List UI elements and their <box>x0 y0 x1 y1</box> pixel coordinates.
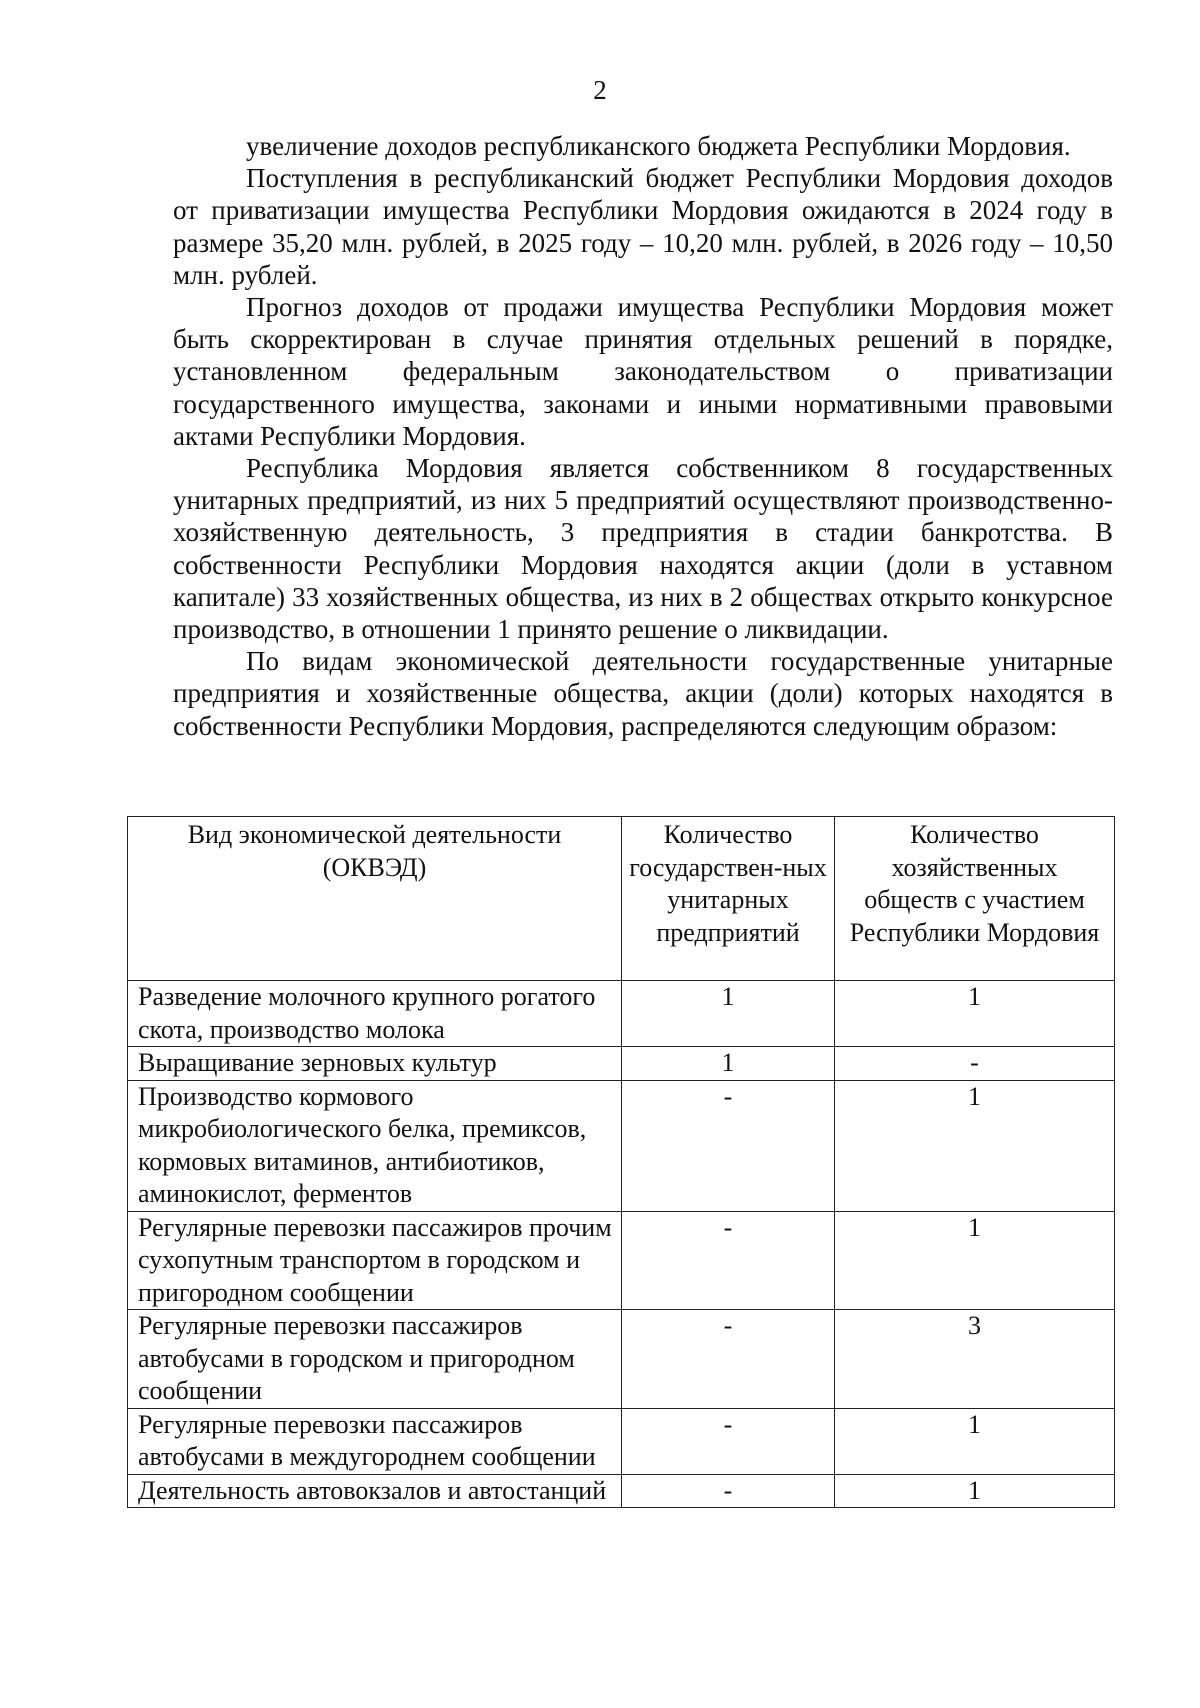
header-unitary: Количество государствен-ных унитарных предприятий <box>622 817 835 981</box>
table-row <box>128 981 1115 1047</box>
activity-cell: Регулярные перевозки пассажиров прочим сухопутным транспортом в городском и пригородном сообщении <box>128 1211 622 1310</box>
companies-count-cell: - <box>835 1047 1115 1081</box>
unitary-count-cell: - <box>622 1310 835 1409</box>
table-row <box>128 1310 1115 1409</box>
table-row <box>128 1047 1115 1081</box>
activity-cell: Регулярные перевозки пассажиров автобусами в междугороднем сообщении <box>128 1408 622 1474</box>
companies-count-cell: 3 <box>835 1310 1115 1409</box>
unitary-count-cell: - <box>622 1080 835 1211</box>
paragraph-3: Прогноз доходов от продажи имущества Республики Мордовия может быть скорректирован в случае принятия отдельных решений в порядке, установленном федеральным законодательством о приватизации государственного имущества, законами и иными нормативными правовыми актами Республики Мордовия. <box>173 292 1113 451</box>
table-row <box>128 1080 1115 1211</box>
header-activity: Вид экономической деятельности (ОКВЭД) <box>128 817 622 981</box>
companies-count-cell: 1 <box>835 1408 1115 1474</box>
companies-count-cell: 1 <box>835 1080 1115 1211</box>
unitary-count-cell: - <box>622 1474 835 1508</box>
table-row <box>128 1474 1115 1508</box>
activity-cell: Регулярные перевозки пассажиров автобусами в городском и пригородном сообщении <box>128 1310 622 1409</box>
activity-cell: Деятельность автовокзалов и автостанций <box>128 1474 622 1508</box>
unitary-count-cell: 1 <box>622 981 835 1047</box>
activity-cell: Разведение молочного крупного рогатого скота, производство молока <box>128 981 622 1047</box>
activity-cell: Выращивание зерновых культур <box>128 1047 622 1081</box>
body-text <box>173 130 1113 742</box>
paragraph-1: увеличение доходов республиканского бюджета Республики Мордовия. <box>246 131 1071 161</box>
unitary-count-cell: - <box>622 1211 835 1310</box>
unitary-count-cell: - <box>622 1408 835 1474</box>
companies-count-cell: 1 <box>835 1474 1115 1508</box>
paragraph-4: Республика Мордовия является собственником 8 государственных унитарных предприятий, из них 5 предприятий осуществляют производственно-хозяйственную деятельность, 3 предприятия в стадии банкротства. В собственности Республики Мордовия находятся акции (доли в уставном капитале) 33 хозяйственных общества, из них в 2 обществах открыто конкурсное производство, в отношении 1 принято решение о ликвидации. <box>173 453 1113 645</box>
table-row <box>128 1408 1115 1474</box>
activity-cell: Производство кормового микробиологического белка, премиксов, кормовых витаминов, антибиотиков, аминокислот, ферментов <box>128 1080 622 1211</box>
activity-table <box>127 816 1115 1508</box>
header-companies: Количество хозяйственных обществ с участием Республики Мордовия <box>835 817 1115 981</box>
companies-count-cell: 1 <box>835 981 1115 1047</box>
paragraph-5: По видам экономической деятельности государственные унитарные предприятия и хозяйственные общества, акции (доли) которых находятся в собственности Республики Мордовия, распределяются следующим образом: <box>173 646 1113 741</box>
companies-count-cell: 1 <box>835 1211 1115 1310</box>
page-number: 2 <box>593 75 607 105</box>
table-row <box>128 1211 1115 1310</box>
table-header-row <box>128 817 1115 981</box>
unitary-count-cell: 1 <box>622 1047 835 1081</box>
paragraph-2: Поступления в республиканский бюджет Республики Мордовия доходов от приватизации имущества Республики Мордовия ожидаются в 2024 году в размере 35,20 млн. рублей, в 2025 году – 10,20 млн. рублей, в 2026 году – 10,50 млн. рублей. <box>173 163 1113 290</box>
